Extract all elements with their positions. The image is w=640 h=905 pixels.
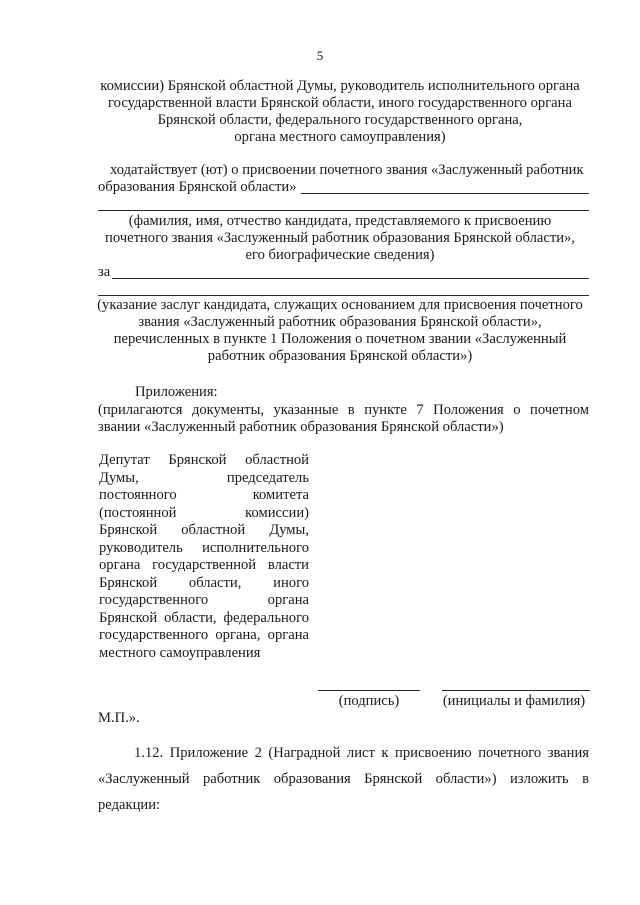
footer-line-3: редакции:: [98, 797, 161, 813]
footer-line-1: 1.12. Приложение 2 (Наградной лист к присвоению почетного звания: [134, 745, 589, 761]
petition-blank-2: [98, 210, 589, 211]
signer-line: Брянской области, федерального: [99, 609, 309, 626]
attachments-title: Приложения:: [135, 384, 218, 400]
signer-line: местного самоуправления: [99, 644, 261, 661]
header-line-4: органа местного самоуправления): [234, 129, 446, 145]
petition-blank-1: [301, 193, 589, 194]
za-label: за: [98, 264, 111, 280]
petition-line-2: образования Брянской области»: [98, 179, 297, 195]
signer-line: Брянской области, иного: [99, 574, 309, 591]
attachments-line-1: (прилагаются документы, указанные в пункте 7 Положения о почетном: [98, 402, 589, 418]
candidate-note-line-1: (фамилия, имя, отчество кандидата, представляемого к присвоению: [128, 213, 552, 229]
za-blank-1: [112, 278, 589, 279]
signer-line: государственного органа, органа: [99, 627, 309, 643]
signer-line: Брянской областной Думы,: [99, 522, 309, 538]
signer-line: постоянного комитета: [99, 487, 309, 503]
header-line-2: государственной власти Брянской области, иного государственного органа: [108, 95, 572, 111]
signer-line: (постоянной комиссии): [99, 504, 309, 521]
header-line-1: комиссии) Брянской областной Думы, руководитель исполнительного органа: [100, 78, 580, 94]
signer-line: руководитель исполнительного: [99, 539, 309, 556]
candidate-note-line-2: почетного звания «Заслуженный работник образования Брянской области»,: [105, 230, 575, 246]
footer-line-2: «Заслуженный работник образования Брянской области») изложить в: [98, 771, 589, 787]
stamp-label: М.П.».: [98, 710, 140, 726]
name-blank: [442, 690, 590, 691]
signer-line: органа государственной власти: [99, 557, 309, 573]
merits-note-line-3: перечисленных в пункте 1 Положения о почетном звании «Заслуженный: [113, 331, 567, 347]
header-line-3: Брянской области, федерального государственного органа,: [157, 112, 523, 128]
signer-block: [99, 452, 309, 662]
name-label: (инициалы и фамилия): [442, 693, 586, 709]
merits-note-line-2: звания «Заслуженный работник образования Брянской области»,: [138, 314, 542, 330]
candidate-note-line-3: его биографические сведения): [245, 247, 435, 263]
attachments-line-2: звании «Заслуженный работник образования Брянской области»): [98, 419, 504, 435]
signer-line: Думы, председатель: [99, 469, 309, 486]
merits-note-line-4: работник образования Брянской области»): [207, 348, 473, 364]
signature-blank: [318, 690, 420, 691]
merits-note-line-1: (указание заслуг кандидата, служащих основанием для присвоения почетного: [97, 297, 583, 313]
za-blank-2: [98, 295, 589, 296]
signer-line: Депутат Брянской областной: [99, 452, 309, 468]
page-number: 5: [316, 48, 324, 63]
signer-line: государственного органа: [99, 592, 309, 608]
petition-line-1: ходатайствует (ют) о присвоении почетного звания «Заслуженный работник: [110, 162, 584, 178]
signature-label: (подпись): [338, 693, 400, 709]
